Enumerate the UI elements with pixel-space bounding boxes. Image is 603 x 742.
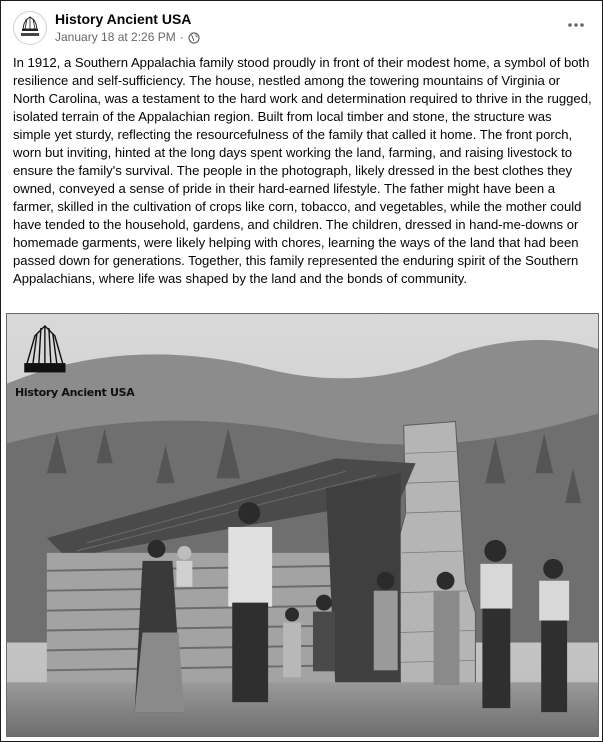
photo-watermark: History Ancient USA <box>15 386 135 399</box>
more-options-icon <box>567 23 585 27</box>
more-options-button[interactable] <box>562 15 590 35</box>
post-caption: In 1912, a Southern Appalachia family stood proudly in front of their modest home, a symbol of both resilience and self-sufficiency. The house, nestled among the towering mountains of Virginia or North Carolina, was a testament to the hard work and determination required to thrive in the rugged, isolated terrain of the Appalachian region. Built from local timber and stone, the structure was simple yet sturdy, reflecting the resourcefulness of the family that called it home. The front porch, worn but inviting, hinted at the long days spent working the land, farming, and raising livestock to ensure the family's survival. The people in the photograph, likely dressed in the best clothes they owned, conveyed a sense of pride in their hard-earned lifestyle. The father might have been a farmer, skilled in the cultivation of crops like corn, tobacco, and vegetables, while the mother could have tended to the household, gardens, and children. The children, dressed in hand-me-downs or homemade garments, were likely helping with chores, learning the ways of the land that had been passed down for generations. Together, this family represented the enduring spirit of the Southern Appalachians, where life was shaped by the land and the bonds of community. <box>13 55 592 286</box>
post-header <box>13 9 590 49</box>
post-date[interactable]: January 18 at 2:26 PM <box>55 30 176 44</box>
post-photo[interactable] <box>6 313 599 737</box>
page-avatar[interactable] <box>13 11 47 45</box>
family-cabin-photo <box>7 314 598 736</box>
globe-icon <box>188 32 200 44</box>
meta-separator: · <box>179 30 184 44</box>
headdress-logo-icon <box>14 12 46 44</box>
post-meta <box>55 30 200 45</box>
page-name-link[interactable]: History Ancient USA <box>55 11 192 27</box>
